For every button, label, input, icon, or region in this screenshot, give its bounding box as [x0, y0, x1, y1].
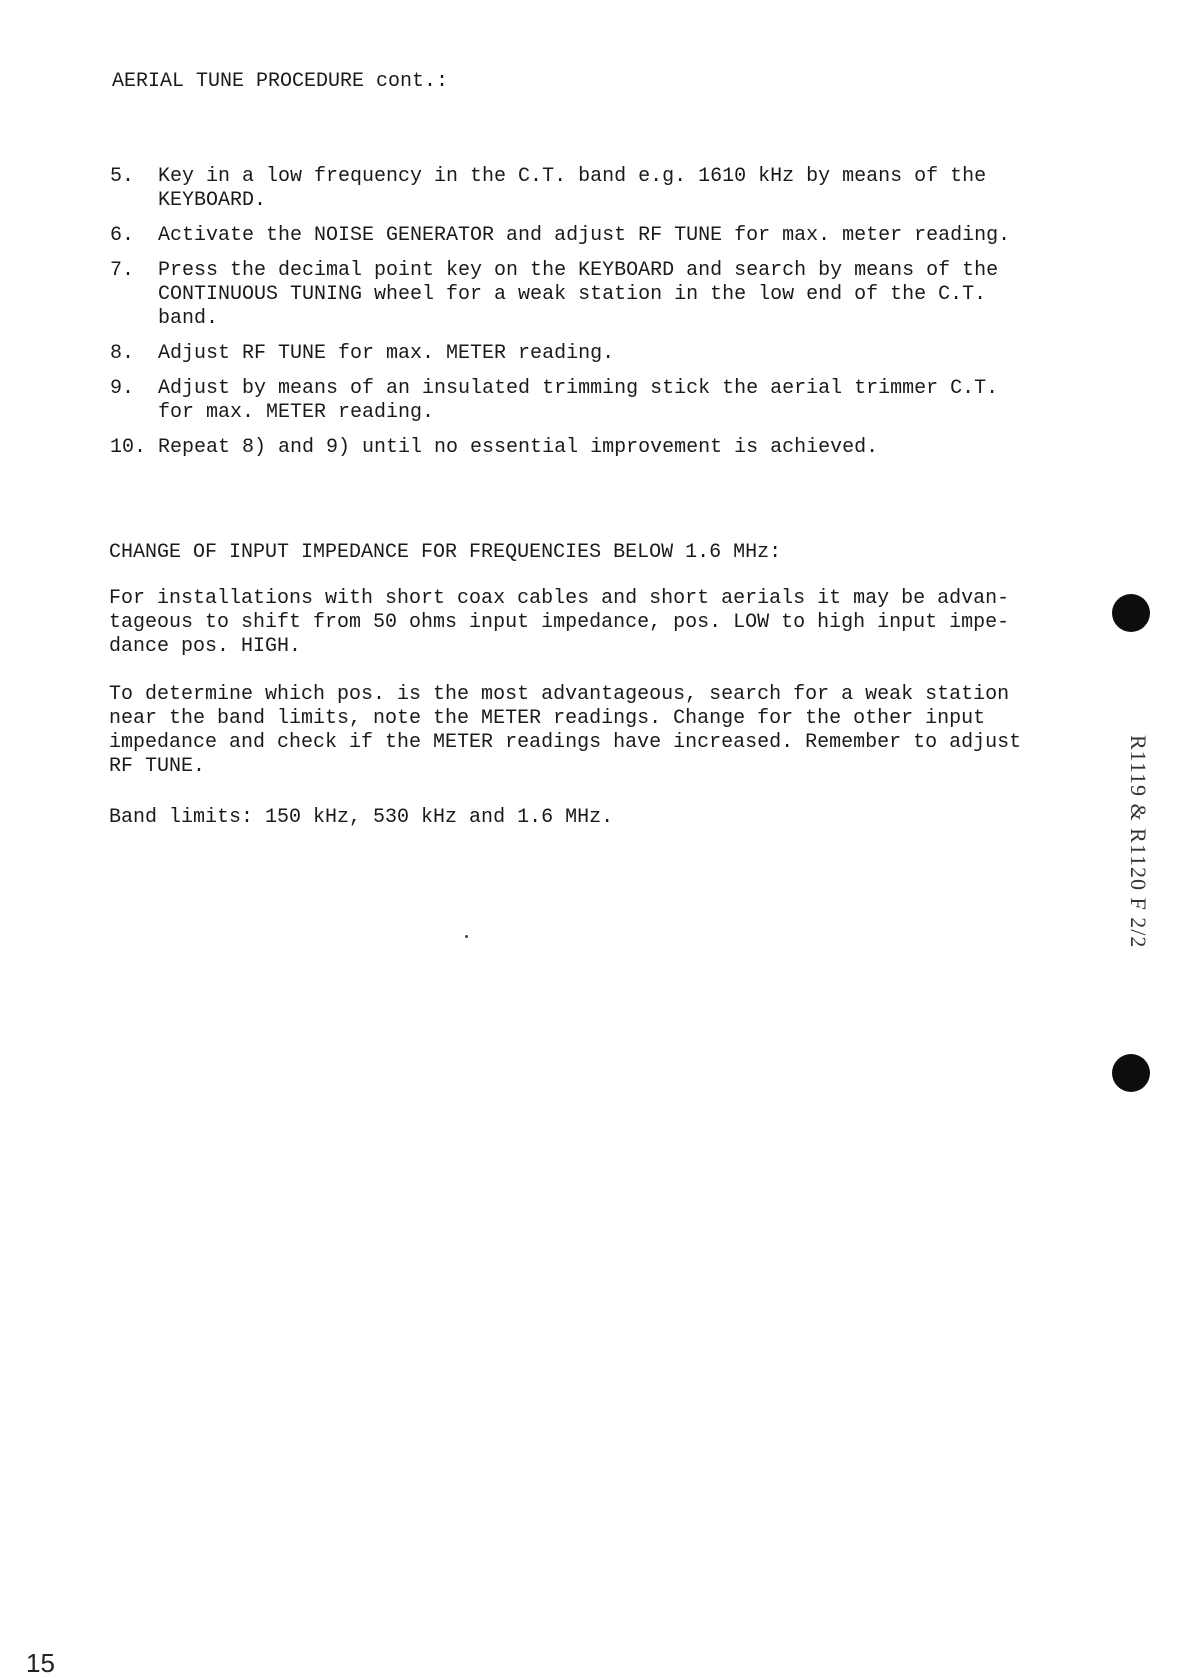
scan-speck-icon [465, 935, 468, 938]
page-heading: AERIAL TUNE PROCEDURE cont.: [112, 70, 449, 93]
step-number: 10. [110, 436, 147, 459]
binder-hole-top-icon [1112, 594, 1150, 632]
step-text: Press the decimal point key on the KEYBOARD and search by means of the CONTINUOUS TUNING wheel for a weak station in the low end of the C.T. band. [158, 259, 999, 330]
procedure-step [110, 224, 1030, 248]
step-text: Key in a low frequency in the C.T. band e.g. 1610 kHz by means of the KEYBOARD. [158, 165, 987, 212]
step-number: 8. [110, 342, 135, 365]
procedure-step [110, 165, 1030, 213]
procedure-step [110, 259, 1030, 331]
paragraph-band-limits: Band limits: 150 kHz, 530 kHz and 1.6 MHz. [109, 806, 614, 829]
procedure-step [110, 342, 1030, 366]
procedure-step [110, 436, 1030, 460]
step-text: Activate the NOISE GENERATOR and adjust RF TUNE for max. meter reading. [158, 224, 1011, 247]
side-document-label: R1119 & R1120 F 2/2 [1126, 735, 1151, 949]
step-text: Adjust by means of an insulated trimming stick the aerial trimmer C.T. for max. METER reading. [158, 377, 999, 424]
binder-hole-bottom-icon [1112, 1054, 1150, 1092]
section-title: CHANGE OF INPUT IMPEDANCE FOR FREQUENCIES BELOW 1.6 MHz: [109, 541, 782, 564]
step-number: 6. [110, 224, 135, 247]
procedure-step [110, 377, 1030, 425]
step-text: Adjust RF TUNE for max. METER reading. [158, 342, 615, 365]
page-number: 15 [26, 1648, 55, 1678]
step-text: Repeat 8) and 9) until no essential improvement is achieved. [158, 436, 879, 459]
procedure-steps [110, 165, 1030, 471]
paragraph-installations: For installations with short coax cables and short aerials it may be advan- tageous to shift from 50 ohms input impedance, pos. LOW to high input impe- dance pos. HIGH. [109, 587, 1010, 658]
step-number: 5. [110, 165, 135, 188]
paragraph-determine: To determine which pos. is the most advantageous, search for a weak station near the band limits, note the METER readings. Change for the other input impedance and check if the METER readings have increased. Remember to adjust RF TUNE. [109, 683, 1022, 778]
step-number: 7. [110, 259, 135, 282]
step-number: 9. [110, 377, 135, 400]
